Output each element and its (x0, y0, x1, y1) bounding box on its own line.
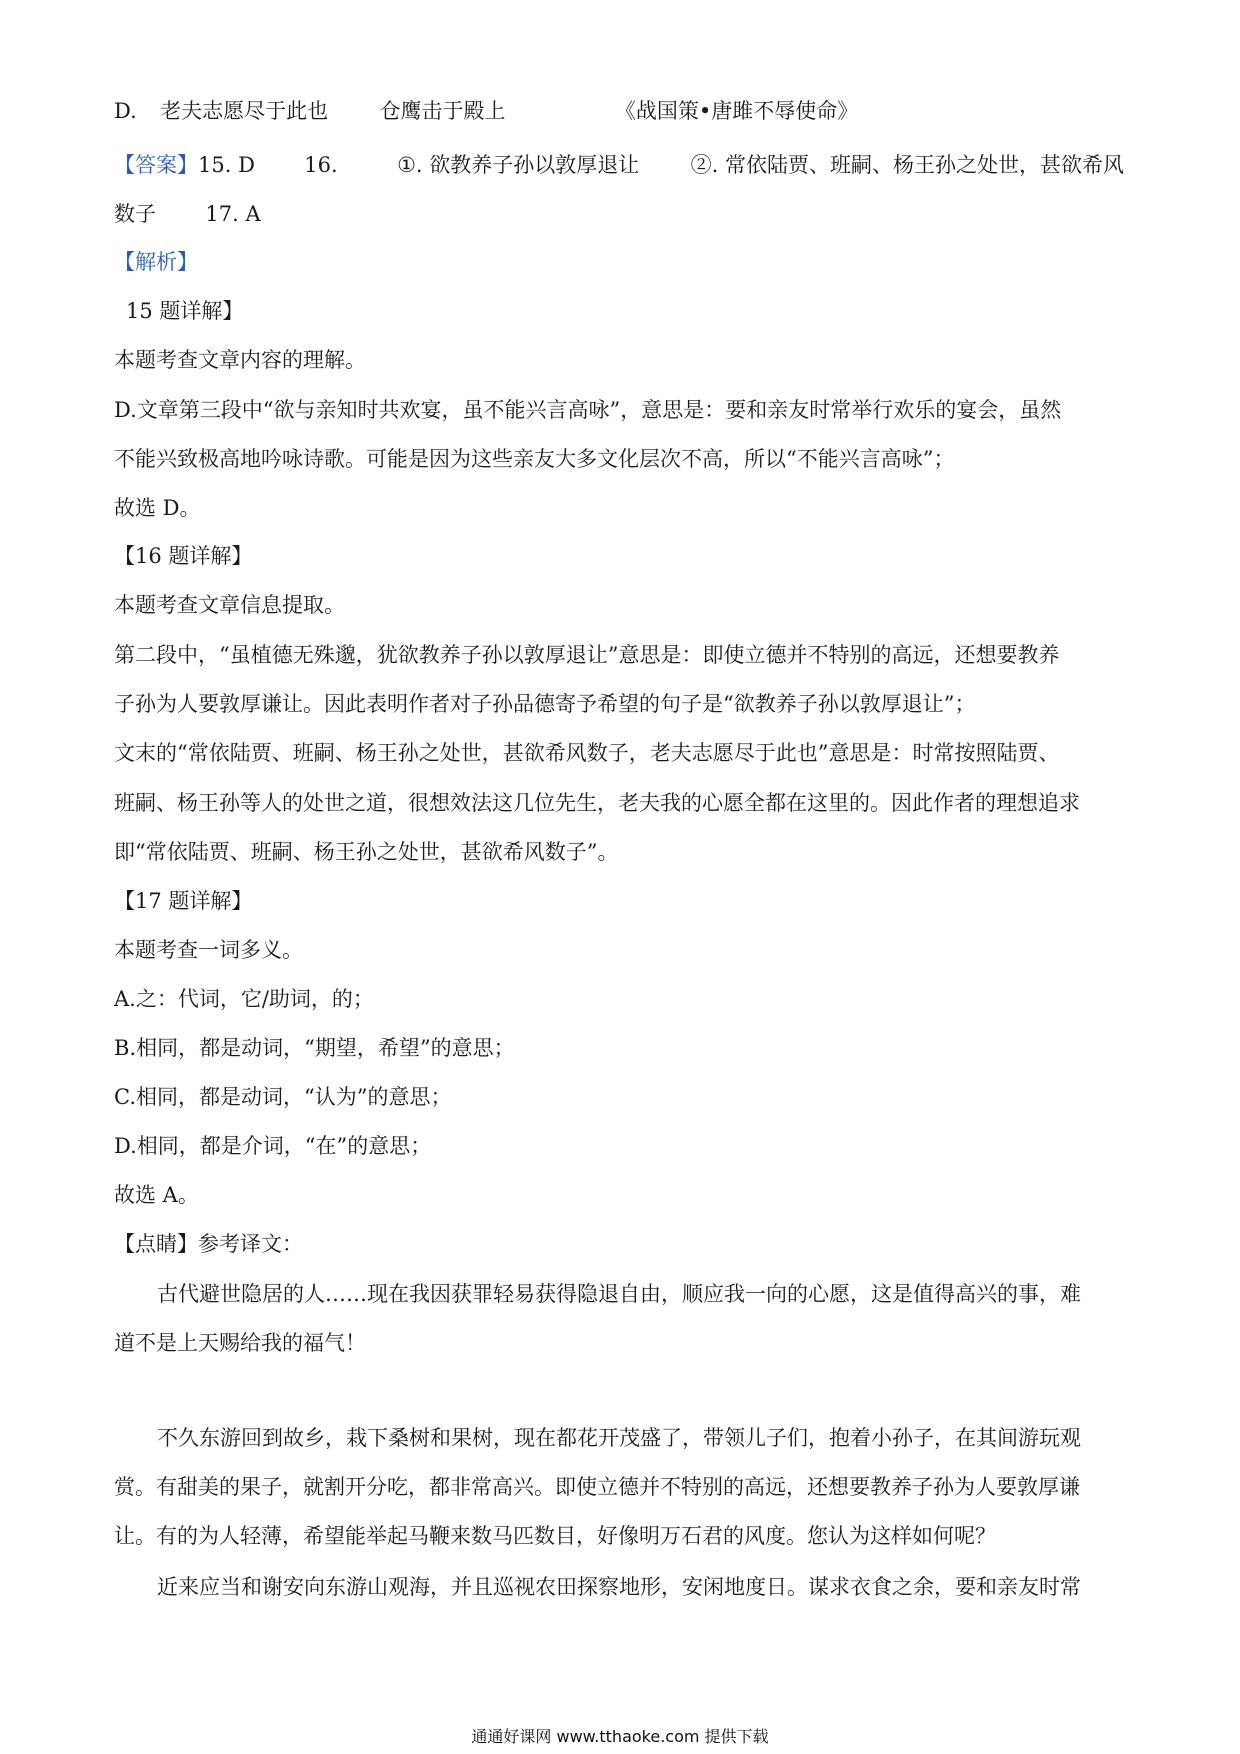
option-d-label: D. (114, 99, 137, 123)
q16-line: 文末的“常依陆贾、班嗣、杨王孙之处世，甚欲希风数子，老夫志愿尽于此也”意思是：时常按照陆贾、 (114, 741, 1060, 765)
q15-line: 本题考查文章内容的理解。 (114, 348, 366, 372)
answer-16-num: 16. (304, 153, 338, 177)
answer-15: 15. D (198, 153, 255, 177)
q16-heading: 【16 题详解】 (114, 544, 253, 568)
option-d-text-b-dot: 于 (443, 96, 464, 126)
option-d-line (114, 96, 1134, 126)
answer-16-part2: ②. 常依陆贾、班嗣、杨王孙之处世，甚欲希风 (690, 153, 1124, 177)
option-d-text-a-dot: 于 (265, 96, 286, 126)
q15-line: D.文章第三段中“欲与亲知时共欢宴，虽不能兴言高咏”，意思是：要和亲友时常举行欢乐的宴会，虽然 (114, 398, 1062, 422)
q17-line: C.相同，都是动词，“认为”的意思； (114, 1085, 452, 1109)
q17-line: B.相同，都是动词，“期望，希望”的意思； (114, 1036, 515, 1060)
q15-line: 不能兴致极高地吟咏诗歌。可能是因为这些亲友大多文化层次不高，所以“不能兴言高咏”； (114, 447, 955, 471)
answer-tag: 【答案】 (114, 153, 198, 177)
q16-line: 第二段中，“虽植德无殊邈，犹欲教养子孙以敦厚退让”意思是：即使立德并不特别的高远，还想要教养 (114, 643, 1060, 667)
notes-para1-line: 古代避世隐居的人……现在我因获罪轻易获得隐退自由，顺应我一向的心愿，这是值得高兴的事，难 (157, 1282, 1081, 1306)
q16-line: 即“常依陆贾、班嗣、杨王孙之处世，甚欲希风数子”。 (114, 840, 619, 864)
answer-line-2 (114, 199, 1134, 229)
notes-heading: 【点睛】参考译文： (114, 1232, 303, 1256)
answer-17: 17. A (205, 202, 261, 226)
page-footer: 通通好课网 www.tthaoke.com 提供下载 (471, 1727, 769, 1746)
answer-16-part1: ①. 欲教养子孙以敦厚退让 (397, 153, 640, 177)
answer-16-part2-cont: 数子 (114, 202, 156, 226)
q17-heading: 【17 题详解】 (114, 889, 253, 913)
q16-line: 班嗣、杨王孙等人的处世之道，很想效法这几位先生，老夫我的心愿全都在这里的。因此作者的理想追求 (114, 791, 1080, 815)
notes-para2-line: 让。有的为人轻薄，希望能举起马鞭来数马匹数目，好像明万石君的风度。您认为这样如何呢？ (114, 1524, 996, 1548)
q15-line: 故选 D。 (114, 496, 201, 520)
notes-para2-line: 赏。有甜美的果子，就割开分吃，都非常高兴。即使立德并不特别的高远，还想要教养子孙为人要敦厚谦 (114, 1475, 1080, 1499)
option-d-text-b-post: 殿上 (463, 99, 506, 123)
q17-line: D.相同，都是介词，“在”的意思； (114, 1134, 432, 1158)
notes-para3-line: 近来应当和谢安向东游山观海，并且巡视农田探察地形，安闲地度日。谋求衣食之余，要和亲友时常 (157, 1575, 1081, 1599)
q15-heading: 15 题详解】 (126, 299, 244, 323)
notes-para1-line: 道不是上天赐给我的福气！ (114, 1331, 366, 1355)
q16-line: 子孙为人要敦厚谦让。因此表明作者对子孙品德寄予希望的句子是“欲教养子孙以敦厚退让”； (114, 692, 976, 716)
answer-line (114, 150, 1134, 180)
option-d-text-b-pre: 仓鹰击 (379, 99, 443, 123)
option-d-text-a-post: 此也 (286, 99, 329, 123)
q17-line: A.之：代词，它/助词，的； (114, 987, 374, 1011)
option-d-source: 《战国策•唐雎不辱使命》 (614, 99, 859, 123)
q17-line: 故选 A。 (114, 1183, 199, 1207)
analysis-tag: 【解析】 (114, 250, 198, 274)
notes-para2-line: 不久东游回到故乡，栽下桑树和果树，现在都花开茂盛了，带领儿子们，抱着小孙子，在其间游玩观 (157, 1426, 1081, 1450)
q17-line: 本题考查一词多义。 (114, 938, 303, 962)
option-d-text-a-pre: 老夫志愿尽 (160, 99, 266, 123)
q16-line: 本题考查文章信息提取。 (114, 593, 345, 617)
